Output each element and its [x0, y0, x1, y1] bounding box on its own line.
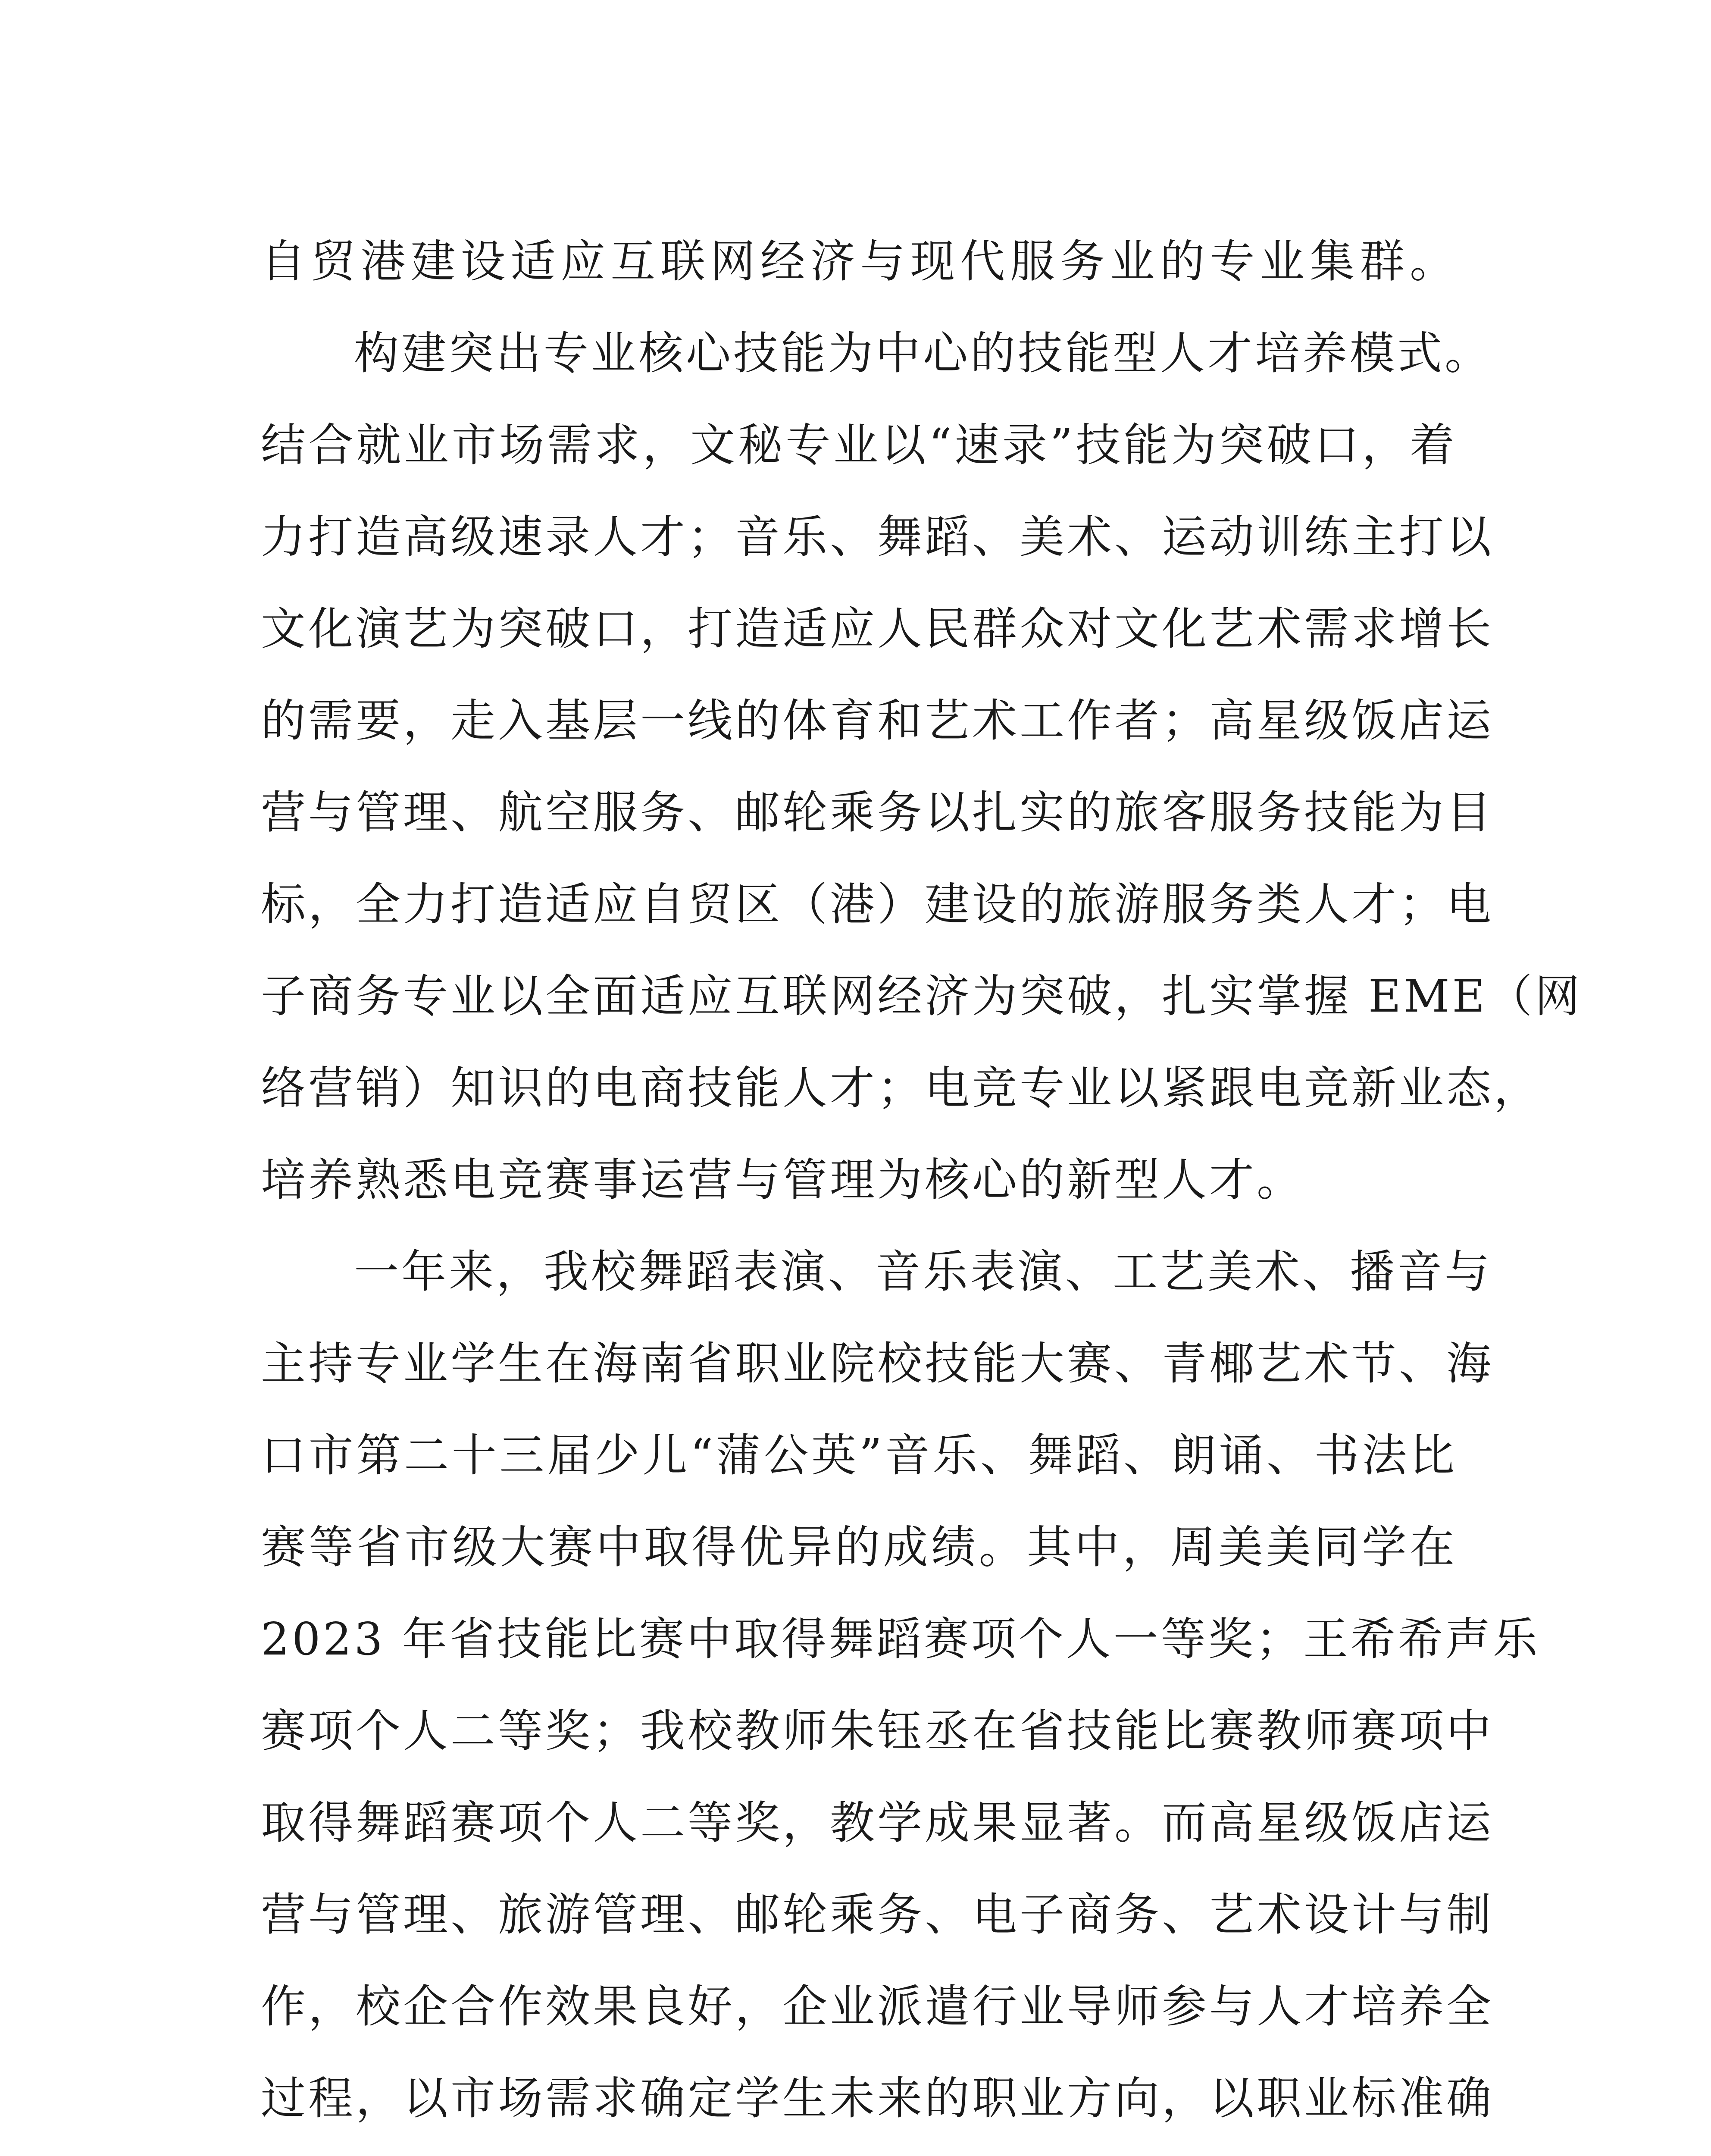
- paragraph-end-line: 培养熟悉电竞赛事运营与管理为核心的新型人才。: [261, 1153, 1304, 1206]
- text-line: 的需要，走入基层一线的体育和艺术工作者；高星级饭店运: [261, 694, 1494, 747]
- text-line: 标，全力打造适应自贸区（港）建设的旅游服务类人才；电: [261, 878, 1494, 931]
- text-line: 力打造高级速录人才；音乐、舞蹈、美术、运动训练主打以: [261, 511, 1494, 563]
- text-line: 营与管理、旅游管理、邮轮乘务、电子商务、艺术设计与制: [261, 1888, 1494, 1941]
- text-line: 结合就业市场需求，文秘专业以“速录”技能为突破口，着: [261, 419, 1457, 471]
- text-line: [261, 2144, 1457, 2156]
- paragraph-start-line: 构建突出专业核心技能为中心的技能型人才培养模式。: [354, 327, 1492, 379]
- text-line: 赛项个人二等奖；我校教师朱钰丞在省技能比赛教师赛项中: [261, 1705, 1494, 1757]
- body-text: [261, 216, 1583, 2156]
- text-line: 取得舞蹈赛项个人二等奖，教学成果显著。而高星级饭店运: [261, 1796, 1494, 1849]
- text-line: 过程，以市场需求确定学生未来的职业方向，以职业标准确: [261, 2072, 1494, 2125]
- text-line: 络营销）知识的电商技能人才；电竞专业以紧跟电竞新业态，: [261, 1062, 1542, 1114]
- text-line: 自贸港建设适应互联网经济与现代服务业的专业集群。: [261, 235, 1457, 288]
- text-line: 2023 年省技能比赛中取得舞蹈赛项个人一等奖；王希希声乐: [261, 1613, 1540, 1665]
- text-line: 子商务专业以全面适应互联网经济为突破，扎实掌握 EME（网: [261, 970, 1583, 1022]
- text-line: 文化演艺为突破口，打造适应人民群众对文化艺术需求增长: [261, 602, 1494, 655]
- text-line: 赛等省市级大赛中取得优异的成绩。其中，周美美同学在: [261, 1521, 1457, 1573]
- text-line: 口市第二十三届少儿“蒲公英”音乐、舞蹈、朗诵、书法比: [261, 1429, 1457, 1482]
- paragraph-start-line: 一年来，我校舞蹈表演、音乐表演、工艺美术、播音与: [354, 1245, 1492, 1298]
- text-line: 营与管理、航空服务、邮轮乘务以扎实的旅客服务技能为目: [261, 786, 1494, 839]
- text-line: 作，校企合作效果良好，企业派遣行业导师参与人才培养全: [261, 1980, 1494, 2033]
- text-line: 主持专业学生在海南省职业院校技能大赛、青椰艺术节、海: [261, 1337, 1494, 1390]
